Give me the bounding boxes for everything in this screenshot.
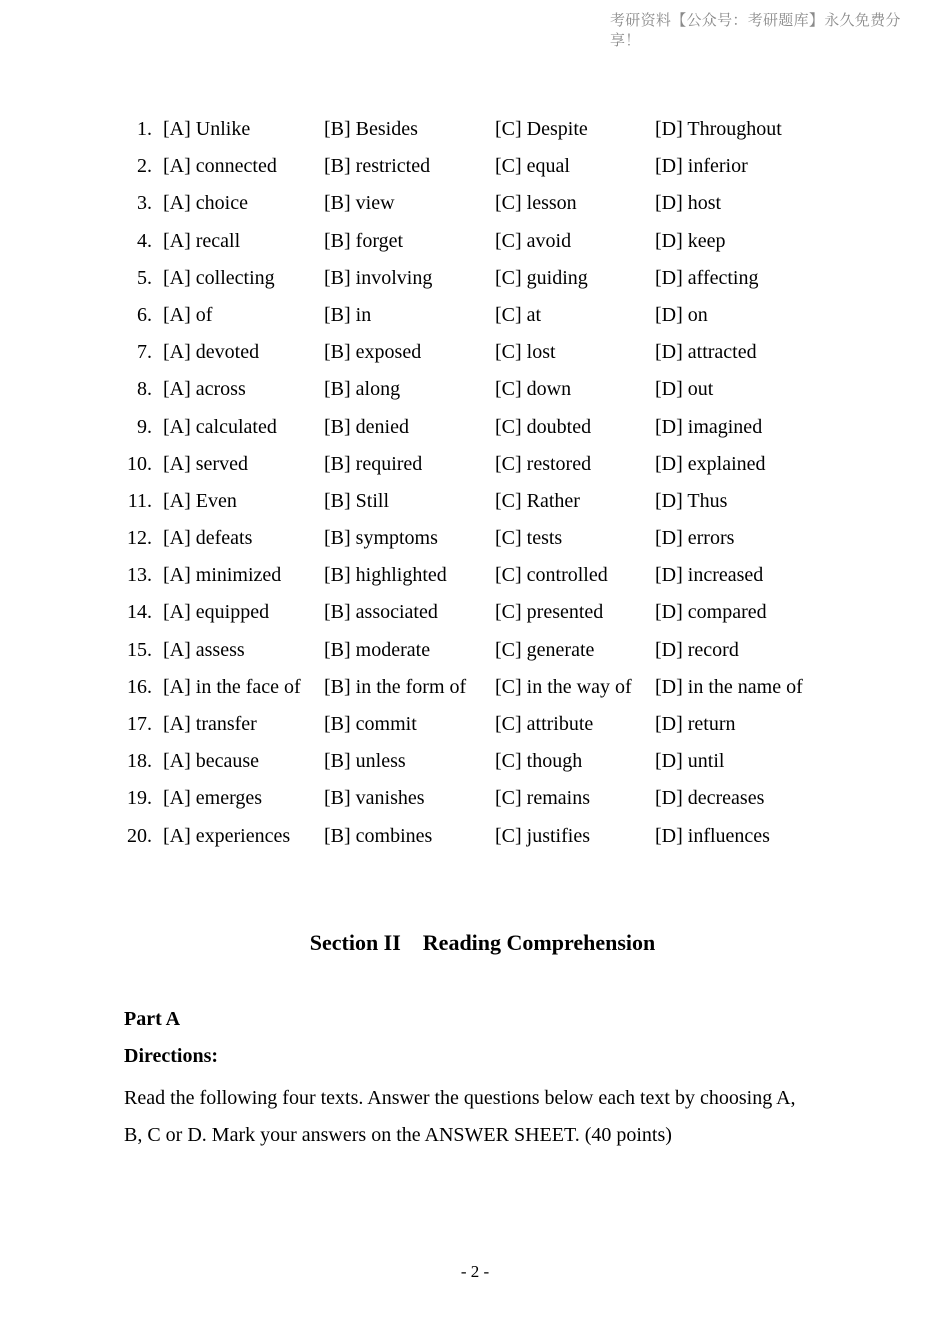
option-b: [B] in: [324, 303, 372, 326]
question-number: 9.: [137, 415, 152, 438]
option-d: [D] inferior: [655, 155, 748, 178]
option-b: [B] exposed: [324, 341, 422, 364]
option-d: [D] increased: [655, 564, 764, 587]
option-b: [B] Besides: [324, 118, 418, 140]
option-a: [A] collecting: [163, 266, 275, 289]
option-d: [D] record: [655, 638, 739, 661]
directions-line: Read the following four texts. Answer the questions below each text by choosing A,: [124, 1087, 796, 1109]
option-a: [A] Unlike: [163, 118, 251, 140]
option-c: [C] guiding: [495, 266, 588, 289]
option-a: [A] connected: [163, 155, 277, 178]
option-b: [B] moderate: [324, 638, 431, 661]
option-a: [A] choice: [163, 192, 248, 215]
option-b: [B] involving: [324, 266, 433, 289]
option-a: [A] because: [163, 750, 260, 773]
option-c: [C] remains: [495, 787, 590, 810]
question-number: 3.: [137, 192, 152, 215]
option-c: [C] down: [495, 378, 572, 401]
question-number: 1.: [137, 118, 152, 140]
option-d: [D] decreases: [655, 787, 765, 810]
option-a: [A] of: [163, 303, 213, 326]
option-b: [B] symptoms: [324, 527, 438, 550]
option-c: [C] avoid: [495, 229, 572, 252]
option-b: [B] associated: [324, 601, 438, 624]
option-d: [D] return: [655, 713, 736, 735]
option-c: [C] attribute: [495, 713, 594, 735]
option-d: [D] Thus: [655, 489, 728, 512]
option-a: [A] across: [163, 378, 246, 401]
option-d: [D] explained: [655, 452, 766, 475]
option-a: [A] assess: [163, 638, 245, 661]
option-c: [C] controlled: [495, 564, 608, 587]
question-number: 15.: [127, 638, 152, 661]
option-b: [B] restricted: [324, 155, 431, 178]
option-d: [D] errors: [655, 527, 735, 550]
option-a: [A] emerges: [163, 787, 263, 810]
question-number: 4.: [137, 229, 152, 252]
option-d: [D] until: [655, 750, 725, 773]
option-b: [B] commit: [324, 713, 417, 735]
option-a: [A] calculated: [163, 415, 277, 438]
option-c: [C] in the way of: [495, 675, 632, 698]
question-number: 13.: [127, 564, 152, 587]
option-a: [A] experiences: [163, 824, 291, 847]
option-d: [D] on: [655, 303, 708, 326]
option-c: [C] justifies: [495, 824, 590, 847]
option-a: [A] served: [163, 452, 248, 475]
option-c: [C] Rather: [495, 489, 580, 512]
question-number: 11.: [127, 489, 152, 512]
option-c: [C] Despite: [495, 118, 588, 140]
option-b: [B] in the form of: [324, 675, 467, 698]
option-b: [B] forget: [324, 229, 404, 252]
option-a: [A] equipped: [163, 601, 270, 624]
option-a: [A] recall: [163, 229, 241, 252]
option-a: [A] defeats: [163, 527, 253, 550]
option-d: [D] compared: [655, 601, 767, 624]
option-b: [B] highlighted: [324, 564, 447, 587]
option-d: [D] host: [655, 192, 722, 215]
directions-text: [124, 1080, 839, 1154]
question-number: 17.: [127, 713, 152, 735]
option-b: [B] view: [324, 192, 395, 215]
option-c: [C] though: [495, 750, 583, 773]
option-d: [D] out: [655, 378, 714, 401]
option-d: [D] keep: [655, 229, 726, 252]
option-c: [C] lost: [495, 341, 556, 364]
page-number: - 2 -: [460, 1262, 490, 1281]
option-c: [C] lesson: [495, 192, 577, 215]
option-d: [D] affecting: [655, 266, 759, 289]
question-number: 5.: [137, 266, 152, 289]
option-b: [B] Still: [324, 489, 390, 512]
option-a: [A] devoted: [163, 341, 260, 364]
question-number: 19.: [127, 787, 152, 810]
option-c: [C] doubted: [495, 415, 592, 438]
question-number: 16.: [127, 675, 152, 698]
option-b: [B] denied: [324, 415, 409, 438]
question-number: 2.: [137, 155, 152, 178]
section-title: Section II Reading Comprehension: [309, 930, 656, 955]
option-d: [D] in the name of: [655, 675, 803, 698]
part-label: Part A: [124, 1008, 181, 1030]
option-b: [B] required: [324, 452, 423, 475]
question-number: 8.: [137, 378, 152, 401]
question-number: 18.: [127, 750, 152, 773]
question-number: 6.: [137, 303, 152, 326]
option-c: [C] tests: [495, 527, 563, 550]
option-c: [C] at: [495, 303, 542, 326]
option-d: [D] attracted: [655, 341, 757, 364]
option-b: [B] unless: [324, 750, 406, 773]
option-b: [B] vanishes: [324, 787, 425, 810]
option-a: [A] transfer: [163, 713, 257, 735]
question-number: 7.: [137, 341, 152, 364]
question-number: 10.: [127, 452, 152, 475]
option-a: [A] minimized: [163, 564, 282, 587]
watermark: 考研资料【公众号：考研题库】永久免费分享！: [610, 11, 901, 49]
option-a: [A] in the face of: [163, 675, 301, 698]
directions-label: Directions:: [124, 1045, 219, 1067]
option-b: [B] along: [324, 378, 401, 401]
question-number: 12.: [127, 527, 152, 550]
option-d: [D] imagined: [655, 415, 763, 438]
option-c: [C] equal: [495, 155, 570, 178]
option-c: [C] restored: [495, 452, 592, 475]
question-number: 14.: [127, 601, 152, 624]
option-d: [D] Throughout: [655, 118, 782, 140]
option-a: [A] Even: [163, 489, 237, 512]
option-c: [C] generate: [495, 638, 595, 661]
option-c: [C] presented: [495, 601, 604, 624]
question-number: 20.: [127, 824, 152, 847]
directions-line: B, C or D. Mark your answers on the ANSWER SHEET. (40 points): [124, 1124, 672, 1146]
option-b: [B] combines: [324, 824, 433, 847]
option-d: [D] influences: [655, 824, 770, 847]
